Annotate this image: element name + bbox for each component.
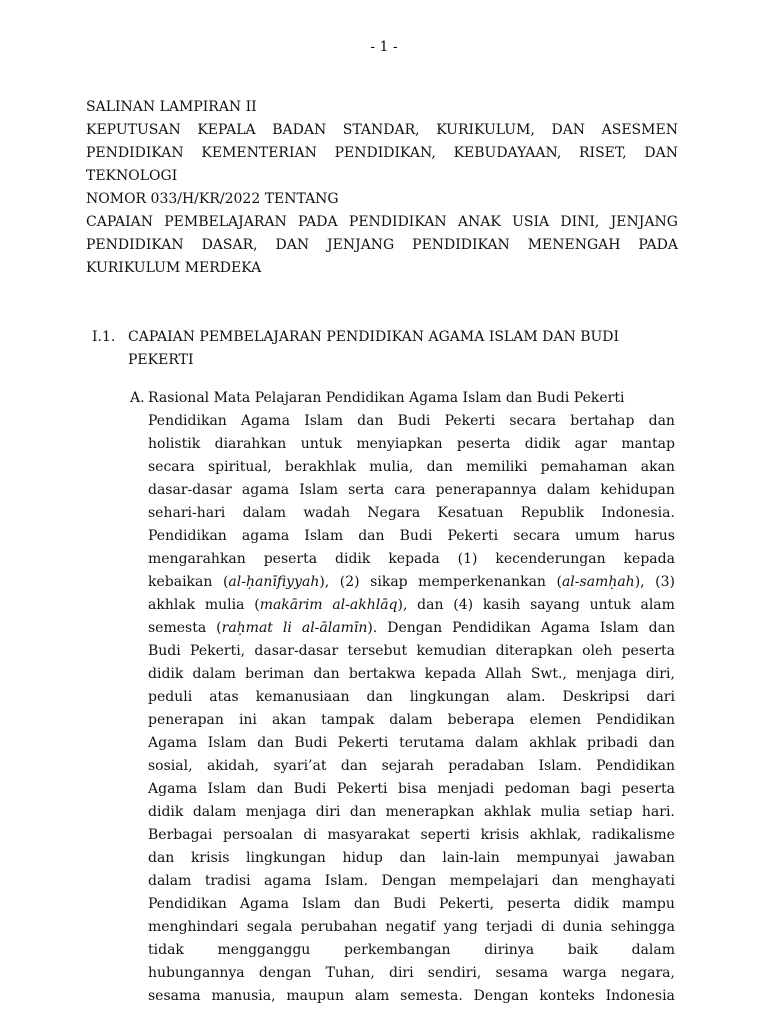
header-line: KURIKULUM MERDEKA [86,260,262,276]
paragraph-word: secara [509,413,557,429]
paragraph-word: setiap [589,804,633,820]
paragraph-word: Islam [599,620,639,636]
paragraph-word: perubahan [300,919,378,935]
paragraph-line [148,686,675,709]
paragraph-word: Berbagai [148,827,213,843]
paragraph-word: Islam. [324,873,369,889]
header-word: DINI, [560,214,600,230]
paragraph-word: yang [443,919,478,935]
paragraph-word: didik [335,551,371,567]
paragraph-word: negara, [620,965,675,981]
paragraph-word: dalam [192,804,237,820]
paragraph-word: Budi [148,643,181,659]
header-word: MENENGAH [527,237,621,253]
paragraph-word: spiritual, [207,459,272,475]
paragraph-word: Dengan [381,873,437,889]
paragraph-word: sikap [370,574,408,590]
paragraph-word: al-ālamīn). [301,620,378,636]
paragraph-line [148,870,675,893]
header-word: PADA [638,237,678,253]
paragraph-word: Pekerti [337,735,389,751]
paragraph-word: Agama [239,896,289,912]
paragraph-word: Islam [299,482,339,498]
paragraph-word: Budi [397,413,431,429]
paragraph-word: dan [358,528,385,544]
paragraph-word: menjadi [437,781,495,797]
paragraph-word: holistik [148,436,201,452]
paragraph-word: sesama [495,965,549,981]
paragraph-word: akhlak [483,804,531,820]
paragraph-word: Islam [207,735,247,751]
document-header [86,96,678,280]
paragraph-line [148,985,675,1008]
paragraph-word: diri [388,965,414,981]
paragraph-word: pemahaman [540,459,628,475]
header-word: PENDIDIKAN [86,237,184,253]
paragraph-word: konteks [539,988,595,1004]
paragraph-word: semesta. [400,988,463,1004]
paragraph-line [148,433,675,456]
subsection-marker: A. [130,390,145,406]
paragraph-word: alam. [506,689,546,705]
paragraph-word: dasar-dasar [254,643,339,659]
paragraph-word: agar [574,436,607,452]
paragraph-word: peradaban [448,758,525,774]
paragraph-word: secara [148,459,195,475]
paragraph-word: penerapan [148,712,224,728]
paragraph-word: dan [648,413,675,429]
paragraph-word: Islam [207,781,247,797]
paragraph-word: (2) [339,574,360,590]
paragraph-word: cara [394,482,426,498]
paragraph-word: Agama [148,781,198,797]
paragraph-word: dan [399,850,426,866]
paragraph-word: mulia [540,804,581,820]
paragraph-word: Deskripsi [562,689,630,705]
paragraph-word: dalam [148,873,192,889]
paragraph-word: dalam [631,942,675,958]
paragraph-word: Allah [485,666,522,682]
paragraph-word: kemanusiaan [255,689,350,705]
paragraph-word: Islam [304,413,344,429]
paragraph-word: jawaban [615,850,675,866]
paragraph-word: akan [271,712,307,728]
header-word: PENDIDIKAN [412,237,510,253]
paragraph-word: didik [573,896,609,912]
paragraph-word: peserta [456,436,511,452]
paragraph-word: dan [257,735,284,751]
paragraph-word: mempelajari [449,873,539,889]
paragraph-word: dalam [389,712,433,728]
paragraph-word: kepada [623,551,675,567]
paragraph-word: berakhlak [284,459,357,475]
paragraph-word: menyiapkan [356,436,443,452]
paragraph-word: akhlak [529,735,577,751]
paragraph-word: kehidupan [600,482,675,498]
paragraph-line [148,732,675,755]
header-word: PEMBELAJARAN [164,214,287,230]
paragraph-word: ini [238,712,257,728]
header-word: RISET, [579,145,627,161]
paragraph-word: menjaga [576,666,637,682]
paragraph-word: mampu [622,896,675,912]
paragraph-word: dan [256,781,284,797]
paragraph-word: peserta [621,643,675,659]
paragraph-word: untuk [300,436,342,452]
paragraph-line [148,410,675,433]
paragraph-word: hari. [641,804,675,820]
paragraph-word: alam [640,597,675,613]
header-word: KEPUTUSAN [86,122,181,138]
paragraph-word: dan [313,666,340,682]
paragraph-word: di [540,919,555,935]
paragraph-word: perkembangan [343,942,451,958]
paragraph-word: seperti [420,827,471,843]
paragraph-word: (3) [655,574,675,590]
header-word: DAN [275,237,310,253]
paragraph-word: menghayati [591,873,675,889]
page-number: - 1 - [370,39,398,55]
section-title-line: PEKERTI [128,352,194,368]
paragraph-word: wadah [303,505,350,521]
paragraph-word: (4) [453,597,474,613]
paragraph-word: pribadi [587,735,638,751]
title-word: DAN [542,329,576,345]
header-word: USIA [512,214,550,230]
paragraph-word: memperkenankan [418,574,546,590]
paragraph-word: Pekerti [447,528,499,544]
paragraph-word: tidak [148,942,184,958]
paragraph-word: bertahap [570,413,635,429]
paragraph-word: dasar-dasar [148,482,232,498]
paragraph-word: Pendidikan [148,896,227,912]
paragraph-word: Pendidikan [452,620,531,636]
paragraph-word: Dengan [473,988,529,1004]
paragraph-word: Pekerti, [190,643,246,659]
header-word: CAPAIAN [86,214,153,230]
paragraph-line [148,548,675,571]
paragraph-word: sendiri, [427,965,482,981]
paragraph-word: kepada [424,666,477,682]
paragraph-word: menghindari [148,919,239,935]
paragraph-word: pedoman [504,781,570,797]
header-line [86,211,678,234]
paragraph-word: mempunyai [516,850,599,866]
header-word: DASAR, [201,237,258,253]
paragraph-word: Pekerti [444,413,496,429]
paragraph-word: al-akhlāq), [332,597,408,613]
paragraph-word: umum [575,528,620,544]
paragraph-line [148,479,675,502]
paragraph-word: dan [551,873,579,889]
header-word: KURIKULUM, [436,122,535,138]
paragraph-word: sayang [530,597,580,613]
paragraph-word: bertakwa [348,666,416,682]
paragraph-word: dari [646,689,675,705]
header-word: PENDIDIKAN, [334,145,436,161]
paragraph-word: Agama [540,620,590,636]
paragraph-word: kemudian [416,643,487,659]
paragraph-word: mantap [621,436,675,452]
paragraph-word: Negara [367,505,421,521]
paragraph-line [148,709,675,732]
paragraph-word: Swt., [530,666,567,682]
paragraph-line [148,640,675,663]
paragraph-word: penerapannya [435,482,537,498]
paragraph-word: Agama [240,413,291,429]
header-word: PENDIDIKAN [86,145,184,161]
paragraph-word: Pendidikan [148,528,227,544]
paragraph-word: diarahkan [214,436,287,452]
paragraph-word: peserta [621,781,675,797]
title-word: AGAMA [428,329,485,345]
paragraph-word: tampak [321,712,375,728]
subsection-title: Rasional Mata Pelajaran Pendidikan Agama Islam dan Budi Pekerti [148,390,625,406]
paragraph-word: dalam [475,735,519,751]
paragraph-word: sejarah [381,758,434,774]
paragraph-word: hubungannya [148,965,245,981]
paragraph-word: Indonesia [605,988,675,1004]
paragraph-word: oleh [582,643,613,659]
paragraph-word: Islam [304,528,344,544]
paragraph-word: lingkungan [409,689,490,705]
paragraph-word: kebaikan [148,574,213,590]
paragraph-word: (al-ḥanīfiyyah), [222,574,330,590]
paragraph-word: beriman [245,666,305,682]
paragraph-word: agama [241,482,290,498]
header-word: DAN [551,122,586,138]
paragraph-word: dalam [546,482,591,498]
paragraph-word: peserta [507,896,561,912]
header-line: SALINAN LAMPIRAN II [86,99,257,115]
paragraph-word: bagi [580,781,612,797]
paragraph-line [148,571,675,594]
header-word: BADAN [272,122,327,138]
paragraph-word: Agama [148,735,198,751]
paragraph-word: agama [264,873,312,889]
paragraph-word: dan [417,597,444,613]
paragraph-word: syari’at [273,758,327,774]
paragraph-word: (al-samḥah), [556,574,645,590]
paragraph-word: didik [148,666,184,682]
paragraph-word: didik [524,436,561,452]
header-word: KEPALA [197,122,256,138]
paragraph-word: manusia, [211,988,276,1004]
title-word: PENDIDIKAN [326,329,425,345]
paragraph-word: terutama [399,735,465,751]
body-paragraph [148,410,675,1008]
header-word: ANAK [457,214,501,230]
paragraph-word: Pendidikan [596,712,675,728]
paragraph-word: sesama [148,988,201,1004]
paragraph-line [148,847,675,870]
paragraph-word: Budi [293,781,327,797]
paragraph-word: peduli [148,689,193,705]
paragraph-word: tersebut [347,643,408,659]
paragraph-line [148,824,675,847]
title-word: PEMBELAJARAN [199,329,322,345]
paragraph-word: krisis [190,850,230,866]
paragraph-word: hidup [342,850,383,866]
paragraph-word: Tuhan, [325,965,375,981]
paragraph-word: Dengan [387,620,443,636]
paragraph-word: terjadi [486,919,533,935]
header-line [86,119,678,142]
header-word: JENJANG [610,214,678,230]
paragraph-word: Kesatuan [437,505,504,521]
paragraph-word: (1) [457,551,478,567]
title-word: BUDI [580,329,620,345]
paragraph-word: tradisi [204,873,251,889]
paragraph-word: baik [567,942,598,958]
paragraph-word: harus [634,528,675,544]
paragraph-word: akhlak, [529,827,582,843]
paragraph-word: mengarahkan [148,551,246,567]
section-number: I.1. [92,329,116,345]
paragraph-word: li [282,620,292,636]
paragraph-word: Indonesia. [601,505,675,521]
paragraph-word: diterapkan [495,643,573,659]
paragraph-word: Budi [294,735,328,751]
paragraph-word: Budi [399,528,433,544]
paragraph-word: Pendidikan [596,758,675,774]
paragraph-word: dan [353,896,381,912]
header-word: ASESMEN [601,122,678,138]
title-word: ISLAM [488,329,538,345]
paragraph-word: dan [357,413,384,429]
paragraph-word: mulia [204,597,245,613]
paragraph-word: segala [246,919,293,935]
paragraph-word: didik [148,804,184,820]
paragraph-word: menjaga [245,804,307,820]
paragraph-word: di [303,827,317,843]
section-title-line [128,326,678,349]
paragraph-word: peserta [263,551,318,567]
paragraph-word: kepada [388,551,440,567]
header-word: KEBUDAYAAN, [453,145,562,161]
paragraph-word: warga [562,965,607,981]
paragraph-line [148,456,675,479]
paragraph-word: (raḥmat [216,620,273,636]
paragraph-word: Islam. [538,758,582,774]
header-word: KEMENTERIAN [201,145,317,161]
header-word: PADA [298,214,338,230]
paragraph-word: sehari-hari [148,505,226,521]
paragraph-word: dan [148,850,175,866]
header-line: TEKNOLOGI [86,168,178,184]
paragraph-word: krisis [480,827,520,843]
header-word: STANDAR, [342,122,420,138]
paragraph-word: atas [209,689,239,705]
paragraph-word: kecenderungan [495,551,606,567]
paragraph-word: Pekerti [336,781,388,797]
paragraph-word: sehingga [610,919,675,935]
paragraph-word: kasih [482,597,521,613]
paragraph-word: secara [513,528,560,544]
paragraph-word: mengganggu [217,942,311,958]
paragraph-line [148,617,675,640]
paragraph-line [148,778,675,801]
paragraph-line [148,663,675,686]
paragraph-word: untuk [589,597,631,613]
paragraph-word: Budi [393,896,426,912]
paragraph-line [148,962,675,985]
paragraph-word: serta [348,482,385,498]
paragraph-line [148,525,675,548]
header-word: PENDIDIKAN [348,214,447,230]
paragraph-word: dunia [562,919,603,935]
paragraph-word: dan [648,620,675,636]
paragraph-word: diri [315,804,341,820]
paragraph-word: dirinya [484,942,535,958]
paragraph-line [148,755,675,778]
paragraph-word: Republik [520,505,584,521]
paragraph-word: dan [648,735,675,751]
paragraph-word: memiliki [466,459,528,475]
paragraph-word: dan [349,804,377,820]
paragraph-word: beberapa [447,712,515,728]
paragraph-word: radikalisme [591,827,675,843]
paragraph-word: masyarakat [327,827,410,843]
paragraph-word: sosial, [148,758,193,774]
paragraph-word: lingkungan [246,850,326,866]
paragraph-line [148,801,675,824]
paragraph-line [148,502,675,525]
paragraph-word: dalam [192,666,236,682]
paragraph-word: negatif [385,919,436,935]
paragraph-line [148,939,675,962]
paragraph-word: semesta [148,620,207,636]
paragraph-word: akidah, [206,758,260,774]
paragraph-word: elemen [529,712,582,728]
paragraph-word: dan [426,459,453,475]
paragraph-word: Pendidikan [148,413,227,429]
paragraph-word: Pekerti, [439,896,495,912]
header-word: JENJANG [327,237,395,253]
header-line [86,234,678,257]
paragraph-word: lain-lain [442,850,500,866]
paragraph-word: akan [640,459,675,475]
paragraph-line [148,893,675,916]
paragraph-word: Islam [301,896,341,912]
paragraph-word: menerapkan [385,804,475,820]
paragraph-word: persoalan [222,827,293,843]
paragraph-word: dengan [258,965,312,981]
paragraph-line [148,916,675,939]
header-line [86,142,678,165]
paragraph-word: bisa [397,781,427,797]
paragraph-word: (makārim [254,597,323,613]
paragraph-word: dan [340,758,368,774]
paragraph-word: dalam [242,505,287,521]
header-word: DAN [644,145,678,161]
paragraph-word: alam [354,988,390,1004]
title-word: CAPAIAN [128,329,195,345]
paragraph-word: dan [366,689,393,705]
header-line: NOMOR 033/H/KR/2022 TENTANG [86,191,339,207]
paragraph-word: diri, [645,666,675,682]
paragraph-word: maupun [286,988,345,1004]
paragraph-word: agama [241,528,290,544]
paragraph-line [148,594,675,617]
section-title [128,326,678,372]
paragraph-word: mulia, [369,459,414,475]
paragraph-word: akhlak [148,597,196,613]
